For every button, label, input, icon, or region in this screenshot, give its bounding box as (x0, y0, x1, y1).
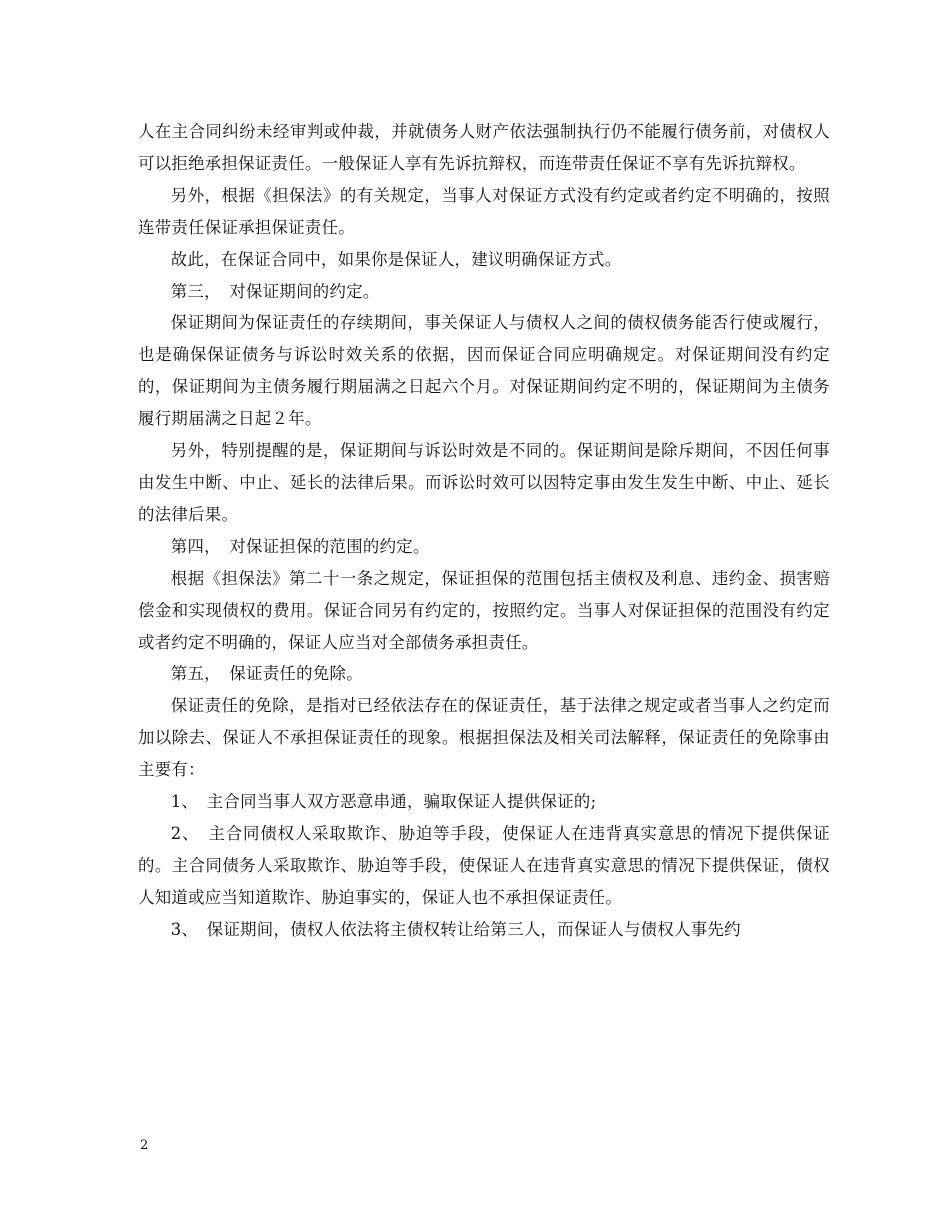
paragraph: 故此，在保证合同中，如果你是保证人，建议明确保证方式。 (170, 249, 622, 269)
document-body (138, 116, 830, 946)
list-item: 3、 保证期间，债权人依法将主债权转让给第三人，而保证人与债权人事先约 (170, 919, 741, 939)
paragraph: 保证期间为保证责任的存续期间，事关保证人与债权人之间的债权债务能否行使或履行，也是确保保证债务与诉讼时效关系的依据，因而保证合同应明确规定。对保证期间没有约定的，保证期间为主债务履行期届满之日起六个月。对保证期间约定不明的，保证期间为主债务履行期届满之日起２年。 (138, 313, 830, 429)
section-heading: 第四， 对保证担保的范围的约定。 (170, 536, 430, 556)
list-item: 2、 主合同债权人采取欺诈、胁迫等手段，使保证人在违背真实意思的情况下提供保证的。主合同债务人采取欺诈、胁迫等手段，使保证人在违背真实意思的情况下提供保证，债权人知道或应当知道欺诈、胁迫事实的，保证人也不承担保证责任。 (138, 823, 830, 907)
paragraph: 另外，根据《担保法》的有关规定，当事人对保证方式没有约定或者约定不明确的，按照连带责任保证承担保证责任。 (138, 185, 830, 237)
paragraph: 保证责任的免除，是指对已经依法存在的保证责任，基于法律之规定或者当事人之约定而加以除去、保证人不承担保证责任的现象。根据担保法及相关司法解释，保证责任的免除事由主要有： (138, 696, 830, 780)
list-item: 1、 主合同当事人双方恶意串通，骗取保证人提供保证的; (170, 792, 597, 812)
paragraph: 另外，特别提醒的是，保证期间与诉讼时效是不同的。保证期间是除斥期间，不因任何事由发生中断、中止、延长的法律后果。而诉讼时效可以因特定事由发生发生中断、中止、延长的法律后果。 (138, 441, 830, 524)
paragraph: 人在主合同纠纷未经审判或仲裁，并就债务人财产依法强制执行仍不能履行债务前，对债权人可以拒绝承担保证责任。一般保证人享有先诉抗辩权，而连带责任保证不享有先诉抗辩权。 (138, 122, 830, 173)
paragraph: 根据《担保法》第二十一条之规定，保证担保的范围包括主债权及利息、违约金、损害赔偿金和实现债权的费用。保证合同另有约定的，按照约定。当事人对保证担保的范围没有约定或者约定不明确的，保证人应当对全部债务承担责任。 (138, 568, 830, 652)
page-number: 2 (140, 1138, 149, 1153)
section-heading: 第三， 对保证期间的约定。 (170, 281, 380, 301)
section-heading: 第五， 保证责任的免除。 (170, 664, 363, 684)
